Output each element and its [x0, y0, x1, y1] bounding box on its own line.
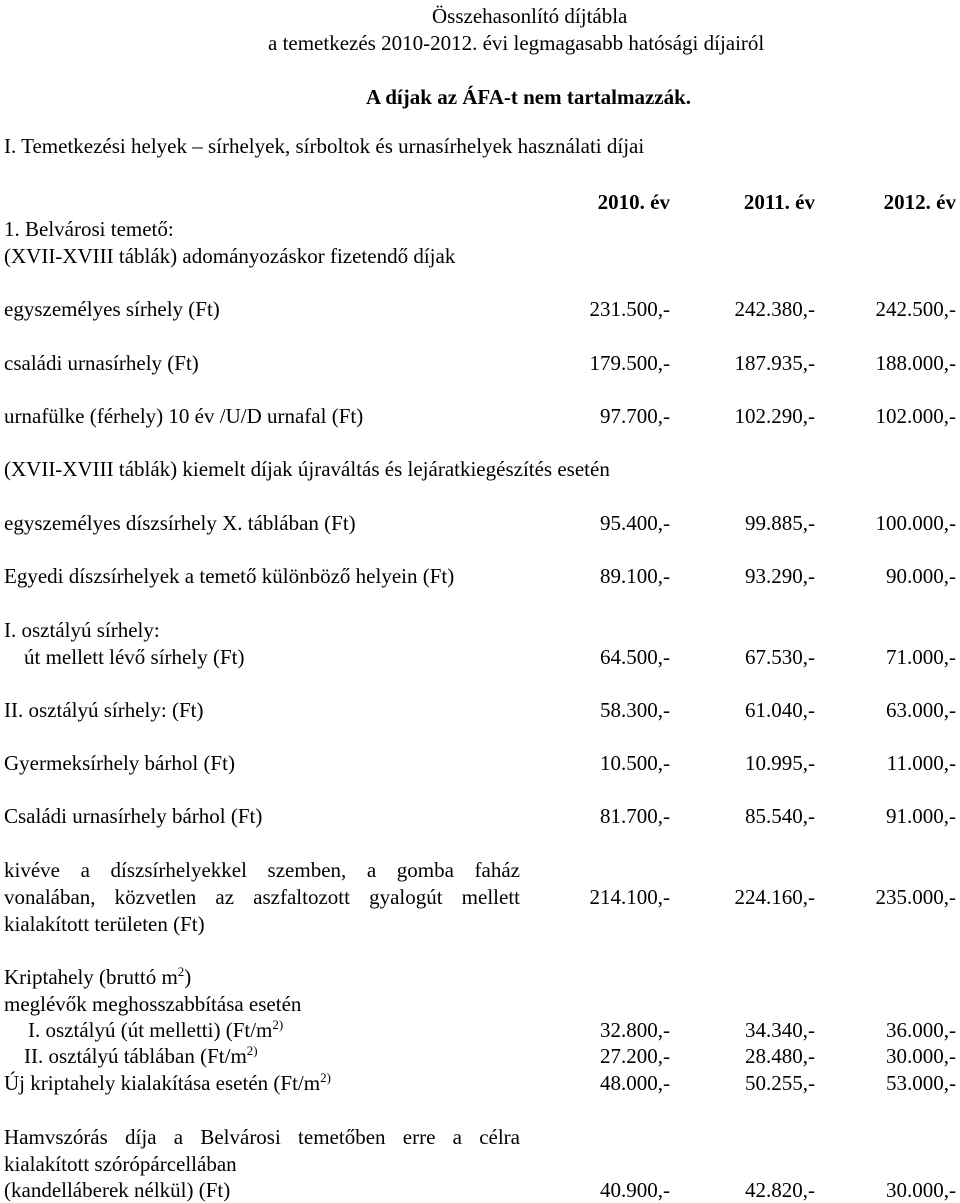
value-2012: 102.000,- [875, 404, 956, 428]
value-2012: 235.000,- [875, 885, 956, 909]
value-2010: 64.500,- [600, 645, 670, 669]
vat-note: A díjak az ÁFA-t nem tartalmazzák. [366, 85, 692, 109]
value-2012: 90.000,- [886, 564, 956, 588]
value-2010: 95.400,- [600, 511, 670, 535]
value-2012: 63.000,- [886, 698, 956, 722]
year-header-2010: 2010. év [597, 190, 670, 214]
value-2011: 34.340,- [745, 1018, 815, 1042]
value-2012: 71.000,- [886, 645, 956, 669]
value-2012: 30.000,- [886, 1178, 956, 1202]
value-2010: 81.700,- [600, 804, 670, 828]
value-2011: 85.540,- [745, 804, 815, 828]
value-2010: 32.800,- [600, 1018, 670, 1042]
value-2010: 179.500,- [589, 351, 670, 375]
row-label-line: (kandelláberek nélkül) (Ft) [4, 1178, 231, 1202]
row-label-line: Hamvszórás díja a Belvárosi temetőben erre a célra [4, 1125, 520, 1149]
value-2010: 27.200,- [600, 1044, 670, 1068]
value-2010: 89.100,- [600, 564, 670, 588]
value-2012: 242.500,- [875, 297, 956, 321]
value-2010: 40.900,- [600, 1178, 670, 1202]
value-2011: 42.820,- [745, 1178, 815, 1202]
document-title: Összehasonlító díjtábla [432, 4, 628, 28]
row-label-line: vonalában, közvetlen az aszfaltozott gyalogút mellett [4, 885, 520, 909]
crypt-subheading: meglévők meghosszabbítása esetén [4, 992, 302, 1016]
value-2011: 28.480,- [745, 1044, 815, 1068]
crypt-heading: Kriptahely (bruttó $m^2$) [4, 964, 192, 989]
row-label: Egyedi díszsírhelyek a temető különböző helyein (Ft) [4, 564, 455, 588]
value-2012: 36.000,- [886, 1018, 956, 1042]
row-label-line: kivéve a díszsírhelyekkel szemben, a gomba faház [4, 858, 520, 882]
group2-heading: (XVII-XVIII táblák) kiemelt díjak újraváltás és lejáratkiegészítés esetén [4, 457, 610, 481]
value-2011: 224.160,- [734, 885, 815, 909]
row-label: Gyermeksírhely bárhol (Ft) [4, 751, 235, 775]
row-label: egyszemélyes sírhely (Ft) [4, 297, 220, 321]
row-label: II. osztályú sírhely: (Ft) [4, 698, 204, 722]
value-2012: 11.000,- [886, 751, 956, 775]
value-2012: 100.000,- [875, 511, 956, 535]
section-heading: I. Temetkezési helyek – sírhelyek, sírboltok és urnasírhelyek használati díjai [4, 134, 645, 158]
class1-heading: I. osztályú sírhely: [4, 618, 160, 642]
value-2011: 102.290,- [734, 404, 815, 428]
row-label: Új kriptahely kialakítása esetén ($Ft/m^{2)}$ [4, 1070, 331, 1095]
row-label: I. osztályú (út melletti) ($Ft/m^{2)}$ [28, 1017, 284, 1042]
value-2011: 10.995,- [745, 751, 815, 775]
year-header-2011: 2011. év [743, 190, 815, 214]
value-2012: 53.000,- [886, 1071, 956, 1095]
value-2011: 67.530,- [745, 645, 815, 669]
value-2011: 50.255,- [745, 1071, 815, 1095]
year-header-2012: 2012. év [883, 190, 956, 214]
value-2011: 99.885,- [745, 511, 815, 535]
row-label: családi urnasírhely (Ft) [4, 351, 199, 375]
group1-description: (XVII-XVIII táblák) adományozáskor fizetendő díjak [4, 244, 456, 268]
row-label: út mellett lévő sírhely (Ft) [24, 645, 245, 669]
value-2011: 93.290,- [745, 564, 815, 588]
row-label: urnafülke (férhely) 10 év /U/D urnafal (Ft) [4, 404, 364, 428]
value-2012: 91.000,- [886, 804, 956, 828]
value-2012: 188.000,- [875, 351, 956, 375]
value-2010: 214.100,- [589, 885, 670, 909]
row-label-line: kialakított területen (Ft) [4, 912, 205, 936]
document-subtitle: a temetkezés 2010-2012. évi legmagasabb hatósági díjairól [268, 31, 765, 55]
value-2010: 231.500,- [589, 297, 670, 321]
row-label: II. osztályú táblában ($Ft/m^{2)}$ [24, 1043, 258, 1068]
value-2011: 61.040,- [745, 698, 815, 722]
row-label-line: kialakított szórópárcellában [4, 1152, 237, 1176]
value-2010: 58.300,- [600, 698, 670, 722]
value-2010: 48.000,- [600, 1071, 670, 1095]
value-2011: 242.380,- [734, 297, 815, 321]
value-2011: 187.935,- [734, 351, 815, 375]
value-2010: 97.700,- [600, 404, 670, 428]
cemetery-name: 1. Belvárosi temető: [4, 217, 174, 241]
value-2010: 10.500,- [600, 751, 670, 775]
row-label: egyszemélyes díszsírhely X. táblában (Ft) [4, 511, 356, 535]
value-2012: 30.000,- [886, 1044, 956, 1068]
row-label: Családi urnasírhely bárhol (Ft) [4, 804, 263, 828]
